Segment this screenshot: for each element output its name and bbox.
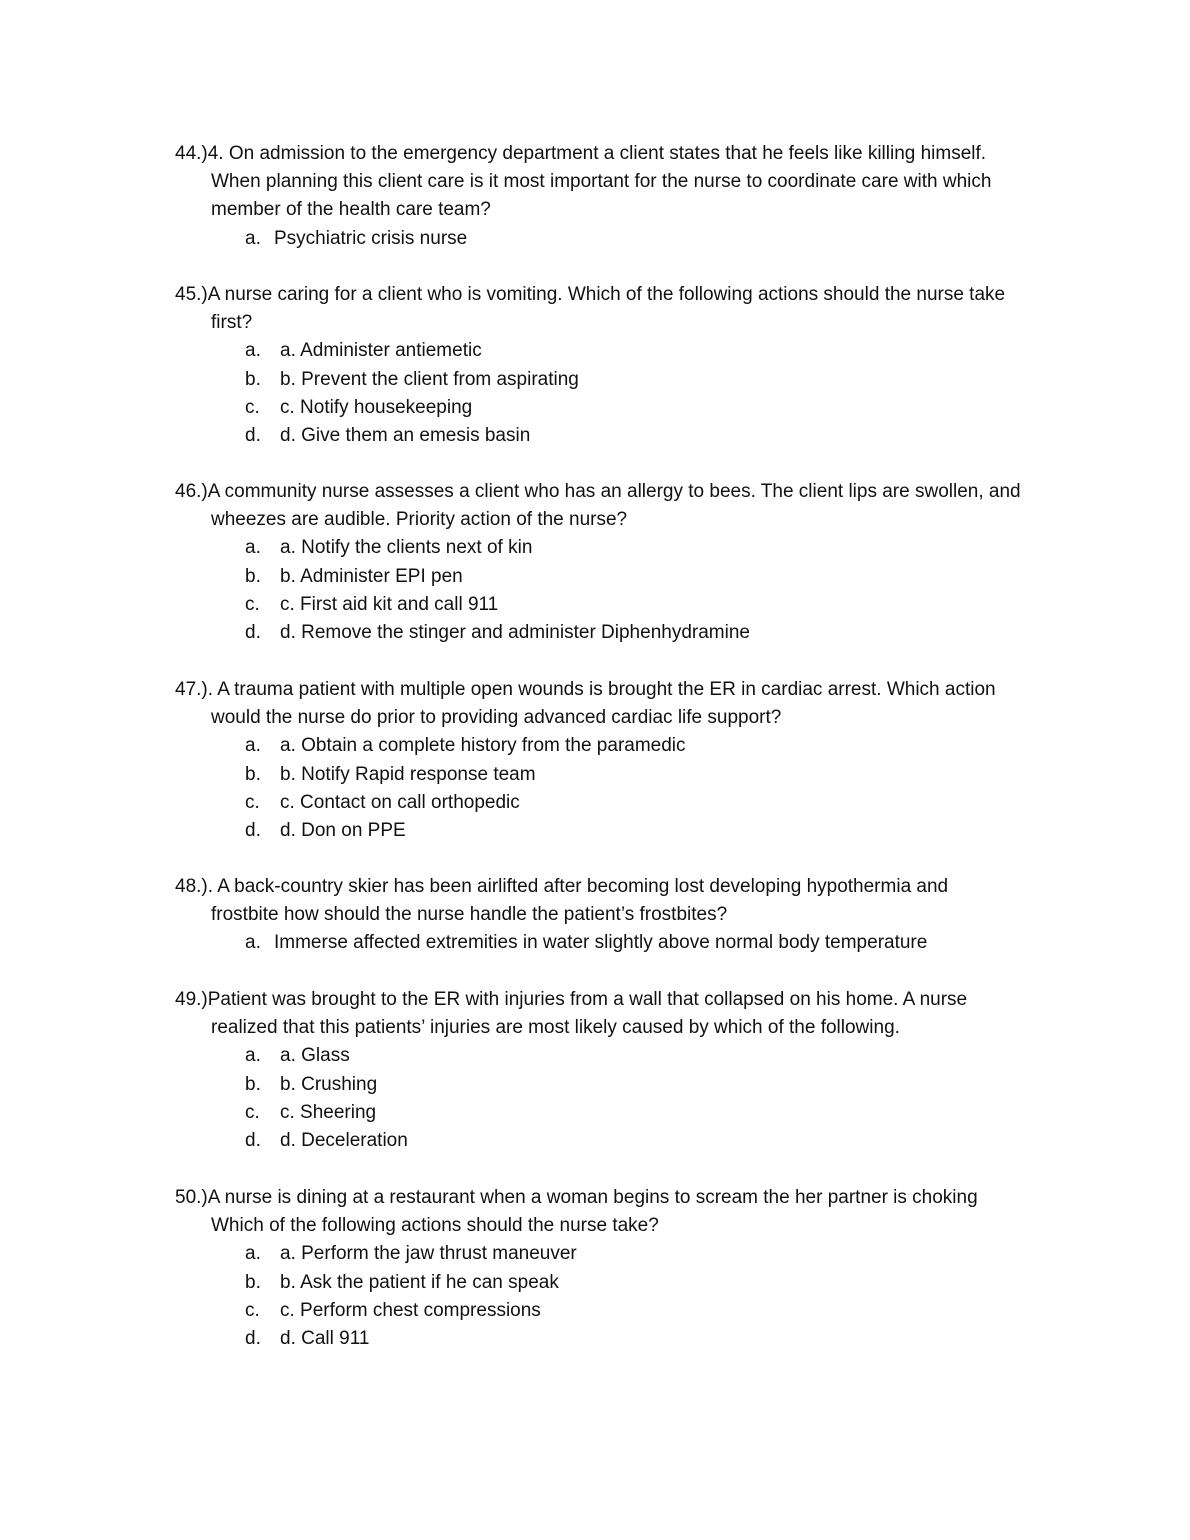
answer-option: [175, 337, 1055, 365]
answer-option: [175, 1297, 1055, 1325]
answer-options: [175, 1042, 1055, 1155]
option-marker: c.: [245, 791, 260, 813]
question-line: would the nurse do prior to providing advanced cardiac life support?: [211, 707, 782, 729]
question-line: 47.). A trauma patient with multiple open wounds is brought the ER in cardiac arrest. Which action: [175, 679, 996, 700]
option-text: d. Give them an emesis basin: [280, 425, 531, 447]
answer-option: [175, 591, 1055, 619]
answer-option: [175, 1127, 1055, 1155]
question-line: 45.)A nurse caring for a client who is vomiting. Which of the following actions should the nurse take: [175, 284, 1006, 305]
option-marker: d.: [245, 1130, 261, 1152]
option-marker: b.: [245, 565, 261, 587]
answer-options: [175, 337, 1055, 450]
option-text: b. Crushing: [280, 1073, 378, 1095]
question-line: 48.). A back-country skier has been airlifted after becoming lost developing hypothermia and: [175, 876, 949, 897]
option-text: d. Remove the stinger and administer Diphenhydramine: [280, 622, 750, 644]
question-46: [175, 478, 1055, 647]
option-marker: b.: [245, 763, 261, 785]
option-marker: d.: [245, 820, 261, 842]
question-line: 46.)A community nurse assesses a client who has an allergy to bees. The client lips are swollen, and: [175, 481, 1021, 502]
answer-option: [175, 1240, 1055, 1268]
option-marker: a.: [245, 340, 261, 362]
option-marker: a.: [245, 227, 261, 249]
option-text: a. Perform the jaw thrust maneuver: [280, 1243, 577, 1265]
option-marker: c.: [245, 1299, 260, 1321]
question-44: [175, 140, 1055, 253]
option-marker: b.: [245, 1073, 261, 1095]
question-line: Which of the following actions should the nurse take?: [211, 1215, 659, 1237]
answer-option: [175, 1071, 1055, 1099]
option-text: d. Deceleration: [280, 1130, 408, 1152]
option-marker: c.: [245, 593, 260, 615]
option-marker: b.: [245, 1271, 261, 1293]
question-line: first?: [211, 312, 253, 334]
option-text: c. First aid kit and call 911: [280, 593, 499, 615]
question-line: 49.)Patient was brought to the ER with injuries from a wall that collapsed on his home. A nurse: [175, 989, 968, 1010]
answer-option: [175, 789, 1055, 817]
answer-option: [175, 761, 1055, 789]
answer-option: [175, 619, 1055, 647]
answer-option: [175, 732, 1055, 760]
option-text: b. Notify Rapid response team: [280, 763, 536, 785]
option-marker: c.: [245, 1101, 260, 1123]
question-line: When planning this client care is it most important for the nurse to coordinate care with which: [211, 171, 992, 193]
option-text: b. Prevent the client from aspirating: [280, 368, 579, 390]
question-47: [175, 676, 1055, 845]
option-text: c. Contact on call orthopedic: [280, 791, 520, 813]
option-text: a. Administer antiemetic: [280, 340, 482, 362]
option-marker: a.: [245, 537, 261, 559]
answer-option: [175, 929, 1055, 957]
question-line: member of the health care team?: [211, 199, 491, 221]
answer-option: [175, 1325, 1055, 1353]
answer-option: [175, 225, 1055, 253]
option-marker: a.: [245, 1243, 261, 1265]
question-48: [175, 873, 1055, 958]
answer-option: [175, 534, 1055, 562]
option-text: d. Don on PPE: [280, 820, 406, 842]
answer-option: [175, 1099, 1055, 1127]
answer-options: [175, 534, 1055, 647]
option-marker: d.: [245, 622, 261, 644]
answer-option: [175, 422, 1055, 450]
question-line: frostbite how should the nurse handle the patient’s frostbites?: [211, 904, 728, 926]
answer-option: [175, 563, 1055, 591]
option-text: b. Administer EPI pen: [280, 565, 463, 587]
answer-option: [175, 394, 1055, 422]
option-marker: a.: [245, 1045, 261, 1067]
option-marker: d.: [245, 1328, 261, 1350]
question-line: wheezes are audible. Priority action of the nurse?: [211, 509, 628, 531]
answer-options: [175, 732, 1055, 845]
answer-option: [175, 817, 1055, 845]
answer-options: [175, 1240, 1055, 1353]
answer-option: [175, 1042, 1055, 1070]
option-text: b. Ask the patient if he can speak: [280, 1271, 559, 1293]
option-text: c. Sheering: [280, 1101, 377, 1123]
option-marker: b.: [245, 368, 261, 390]
question-45: [175, 281, 1055, 450]
question-50: [175, 1184, 1055, 1353]
option-text: a. Glass: [280, 1045, 350, 1067]
option-text: d. Call 911: [280, 1328, 370, 1350]
question-line: realized that this patients’ injuries are most likely caused by which of the following.: [211, 1017, 900, 1039]
question-line: 50.)A nurse is dining at a restaurant when a woman begins to scream the her partner is choking: [175, 1187, 978, 1208]
option-text: Psychiatric crisis nurse: [274, 227, 468, 249]
option-marker: d.: [245, 425, 261, 447]
option-text: a. Obtain a complete history from the paramedic: [280, 735, 686, 757]
answer-option: [175, 1269, 1055, 1297]
answer-options: [175, 225, 1055, 253]
answer-option: [175, 366, 1055, 394]
question-line: 44.)4. On admission to the emergency department a client states that he feels like killing himself.: [175, 143, 987, 164]
option-marker: c.: [245, 396, 260, 418]
option-text: a. Notify the clients next of kin: [280, 537, 533, 559]
option-marker: a.: [245, 735, 261, 757]
option-text: c. Notify housekeeping: [280, 396, 473, 418]
question-49: [175, 986, 1055, 1155]
option-marker: a.: [245, 932, 261, 954]
option-text: Immerse affected extremities in water slightly above normal body temperature: [274, 932, 928, 954]
option-text: c. Perform chest compressions: [280, 1299, 541, 1321]
answer-options: [175, 929, 1055, 957]
